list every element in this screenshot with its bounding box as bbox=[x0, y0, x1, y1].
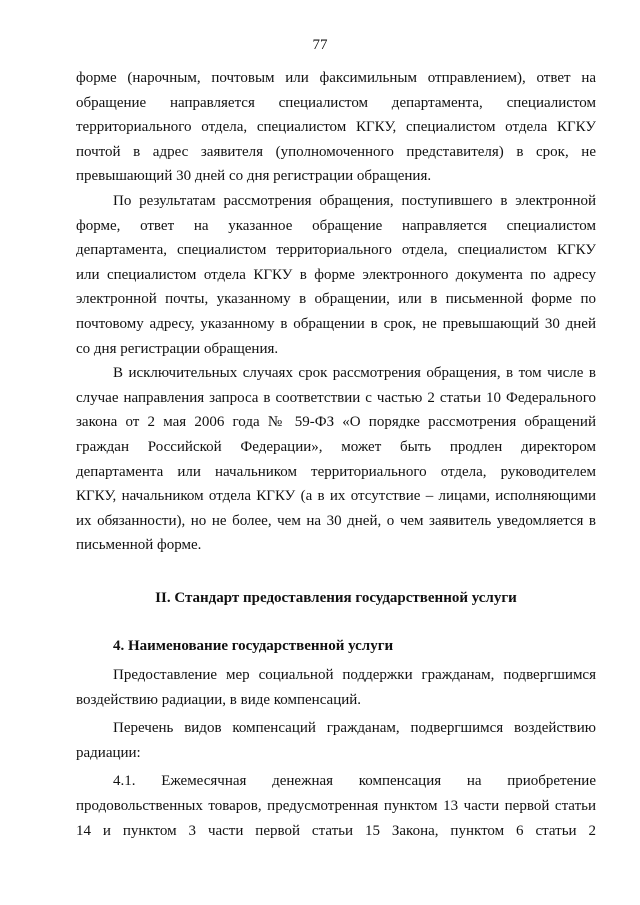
paragraph-3 bbox=[76, 361, 596, 558]
text-line: В исключительных случаях срок рассмотрения обращения, в том числе в bbox=[113, 365, 596, 382]
paragraph-4 bbox=[76, 663, 596, 712]
text-line: превышающий 30 дней со дня регистрации обращения. bbox=[76, 168, 432, 185]
text-line: электронной почты, указанному в обращении, или в письменной форме по bbox=[76, 291, 596, 308]
text-line: КГКУ, начальником отдела КГКУ (а в их отсутствие – лицами, исполняющими bbox=[76, 488, 596, 505]
section-heading: II. Стандарт предоставления государственной услуги bbox=[155, 589, 517, 606]
text-line: форме (нарочным, почтовым или факсимильным отправлением), ответ на bbox=[76, 70, 596, 86]
text-line: почтой в адрес заявителя (уполномоченного представителя) в срок, не bbox=[76, 143, 596, 160]
text-line: продовольственных товаров, предусмотренная пунктом 13 части первой статьи bbox=[76, 798, 596, 815]
text-line: радиации: bbox=[76, 744, 141, 761]
text-line: закона от 2 мая 2006 года № 59-ФЗ «О порядке рассмотрения обращений bbox=[76, 414, 596, 431]
text-line: воздействию радиации, в виде компенсаций. bbox=[76, 691, 362, 708]
text-line: По результатам рассмотрения обращения, поступившего в электронной bbox=[113, 192, 596, 209]
text-line: 14 и пунктом 3 части первой статьи 15 Закона, пунктом 6 статьи 2 bbox=[76, 822, 596, 839]
text-line: департамента, специалистом территориального отдела, специалистом КГКУ bbox=[76, 242, 596, 259]
text-line: форме, ответ на указанное обращение направляется специалистом bbox=[76, 217, 596, 234]
text-line: граждан Российской Федерации», может быть продлен директором bbox=[76, 438, 596, 455]
text-line: обращение направляется специалистом департамента, специалистом bbox=[76, 94, 596, 111]
text-line: Предоставление мер социальной поддержки гражданам, подвергшимся bbox=[113, 667, 596, 684]
text-line: территориального отдела, специалистом КГКУ, специалистом отдела КГКУ bbox=[76, 119, 596, 136]
page-content bbox=[76, 66, 596, 843]
paragraph-1 bbox=[76, 66, 596, 189]
text-line: или специалистом отдела КГКУ в форме электронного документа по адресу bbox=[76, 266, 596, 283]
text-line: письменной форме. bbox=[76, 537, 202, 554]
subsection-heading: 4. Наименование государственной услуги bbox=[113, 638, 394, 655]
page-number: 77 bbox=[312, 37, 328, 53]
paragraph-5 bbox=[76, 716, 596, 765]
text-line: департамента или начальником территориального отдела, руководителем bbox=[76, 463, 596, 480]
text-line: почтовому адресу, указанному в обращении в срок, не превышающий 30 дней bbox=[76, 315, 596, 332]
text-line: со дня регистрации обращения. bbox=[76, 340, 279, 357]
text-line: случае направления запроса в соответствии с частью 2 статьи 10 Федерального bbox=[76, 389, 596, 406]
text-line: Перечень видов компенсаций гражданам, подвергшимся воздействию bbox=[113, 720, 596, 737]
text-line: их обязанности), но не более, чем на 30 дней, о чем заявитель уведомляется в bbox=[76, 512, 596, 529]
paragraph-2 bbox=[76, 189, 596, 361]
text-line: 4.1. Ежемесячная денежная компенсация на приобретение bbox=[113, 773, 596, 790]
paragraph-6 bbox=[76, 769, 596, 843]
